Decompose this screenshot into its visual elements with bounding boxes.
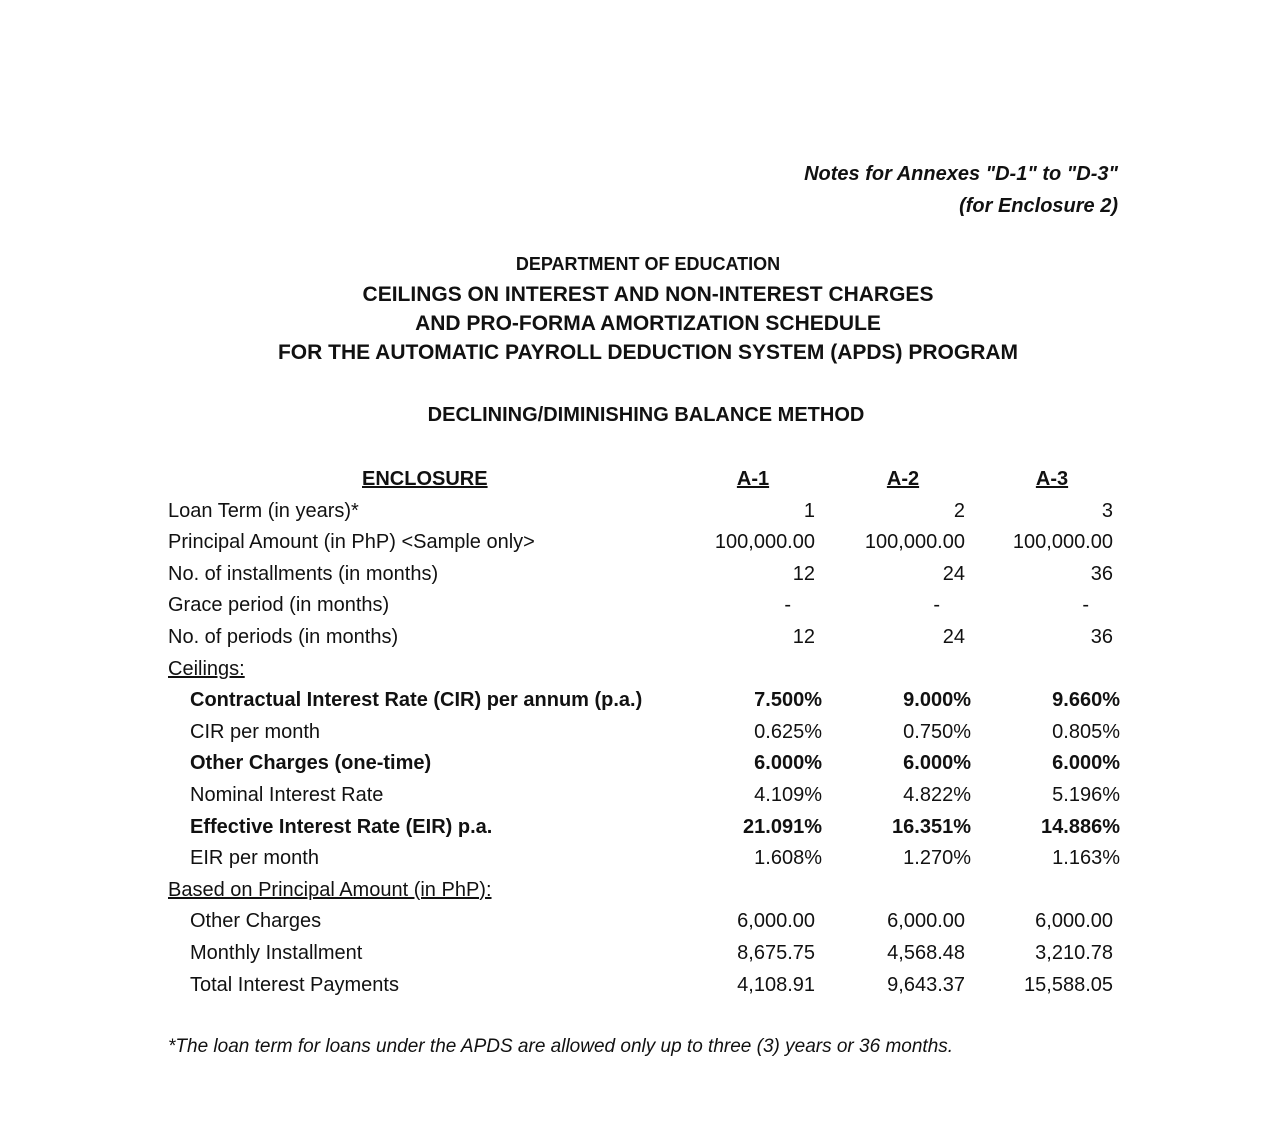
- department-heading: DEPARTMENT OF EDUCATION: [515, 254, 781, 274]
- schedule-table: [0, 464, 1264, 1001]
- row-label: Principal Amount (in PhP) <Sample only>: [168, 531, 535, 554]
- row-value-a3: 3: [1101, 499, 1113, 522]
- row-value-a1: 4.109%: [754, 783, 822, 806]
- annex-notes-line1: Notes for Annexes "D-1" to "D-3": [804, 163, 1118, 185]
- row-value-a2: 24: [942, 562, 965, 585]
- annex-notes: [804, 158, 1118, 222]
- title-line-3: FOR THE AUTOMATIC PAYROLL DEDUCTION SYSTEM (APDS) PROGRAM: [277, 341, 1019, 364]
- row-label: No. of periods (in months): [168, 625, 399, 648]
- title-line-2: AND PRO-FORMA AMORTIZATION SCHEDULE: [415, 312, 881, 335]
- header-a3: A-3: [1035, 468, 1069, 490]
- table-row-principal: [0, 527, 1264, 559]
- method-heading: DECLINING/DIMINISHING BALANCE METHOD: [427, 404, 865, 426]
- row-label: Nominal Interest Rate: [190, 783, 384, 806]
- row-value-a1: 4,108.91: [737, 973, 815, 996]
- row-value-a2: 2: [953, 499, 965, 522]
- row-value-a1: 12: [792, 562, 815, 585]
- row-value-a2: 16.351%: [892, 815, 971, 838]
- row-label: Effective Interest Rate (EIR) p.a.: [190, 815, 493, 838]
- header-a2: A-2: [886, 468, 920, 490]
- row-label: EIR per month: [190, 847, 319, 870]
- row-value-a1: 1: [803, 499, 815, 522]
- row-value-a2: 9,643.37: [887, 973, 965, 996]
- row-value-a2: 6,000.00: [887, 910, 965, 933]
- row-value-a1: 1.608%: [754, 847, 822, 870]
- row-label: Grace period (in months): [168, 594, 390, 617]
- section-label: Ceilings:: [168, 657, 245, 680]
- row-label: Contractual Interest Rate (CIR) per annum (p.a.): [190, 689, 643, 712]
- header-a1: A-1: [736, 468, 770, 490]
- annex-notes-line2: (for Enclosure 2): [959, 195, 1118, 217]
- row-value-a2: -: [933, 594, 940, 617]
- table-row-eir-month: [0, 843, 1264, 875]
- table-row-loan-term: [0, 496, 1264, 528]
- table-row-periods: [0, 622, 1264, 654]
- row-label: Other Charges (one-time): [190, 752, 432, 775]
- row-value-a2: 4,568.48: [887, 941, 965, 964]
- table-header-row: [0, 464, 1264, 496]
- row-value-a2: 9.000%: [903, 689, 971, 712]
- row-label: Other Charges: [190, 910, 322, 933]
- row-value-a3: 14.886%: [1041, 815, 1120, 838]
- row-value-a2: 24: [942, 625, 965, 648]
- table-row-other-charges-rate: [0, 748, 1264, 780]
- row-value-a1: 21.091%: [743, 815, 822, 838]
- loan-term-footnote: *The loan term for loans under the APDS are allowed only up to three (3) years or 36 months.: [168, 1036, 954, 1057]
- table-row-other-charges-amount: [0, 906, 1264, 938]
- row-value-a3: 15,588.05: [1024, 973, 1113, 996]
- row-value-a3: 6.000%: [1052, 752, 1120, 775]
- row-value-a3: 36: [1090, 625, 1113, 648]
- row-value-a2: 6.000%: [903, 752, 971, 775]
- row-value-a1: 7.500%: [754, 689, 822, 712]
- row-label: No. of installments (in months): [168, 562, 439, 585]
- row-value-a1: 100,000.00: [714, 531, 815, 554]
- header-enclosure: ENCLOSURE: [362, 468, 488, 490]
- row-label: Monthly Installment: [190, 941, 363, 964]
- row-value-a1: -: [784, 594, 791, 617]
- section-label: Based on Principal Amount (in PhP):: [168, 878, 492, 901]
- row-label: Loan Term (in years)*: [168, 499, 359, 522]
- row-value-a2: 4.822%: [903, 783, 971, 806]
- table-row-monthly-installment: [0, 938, 1264, 970]
- table-row-total-interest: [0, 970, 1264, 1002]
- row-value-a1: 6.000%: [754, 752, 822, 775]
- table-row-installments: [0, 559, 1264, 591]
- row-value-a2: 100,000.00: [864, 531, 965, 554]
- row-value-a3: 1.163%: [1052, 847, 1120, 870]
- table-row-cir-pa: [0, 685, 1264, 717]
- row-label: Total Interest Payments: [190, 973, 399, 996]
- row-value-a2: 1.270%: [903, 847, 971, 870]
- table-section-ceilings: [0, 654, 1264, 686]
- row-value-a3: 9.660%: [1052, 689, 1120, 712]
- row-value-a1: 6,000.00: [737, 910, 815, 933]
- row-value-a1: 8,675.75: [737, 941, 815, 964]
- row-value-a3: 100,000.00: [1012, 531, 1113, 554]
- row-value-a1: 12: [792, 625, 815, 648]
- row-value-a3: 0.805%: [1052, 720, 1120, 743]
- table-section-principal-based: [0, 875, 1264, 907]
- title-line-1: CEILINGS ON INTEREST AND NON-INTEREST CHARGES: [362, 283, 934, 306]
- row-value-a3: -: [1082, 594, 1089, 617]
- table-row-nominal-rate: [0, 780, 1264, 812]
- row-value-a1: 0.625%: [754, 720, 822, 743]
- row-value-a3: 6,000.00: [1035, 910, 1113, 933]
- table-row-grace-period: [0, 590, 1264, 622]
- table-row-cir-month: [0, 717, 1264, 749]
- row-value-a2: 0.750%: [903, 720, 971, 743]
- row-value-a3: 36: [1090, 562, 1113, 585]
- row-value-a3: 5.196%: [1052, 783, 1120, 806]
- table-row-eir-pa: [0, 812, 1264, 844]
- row-label: CIR per month: [190, 720, 321, 743]
- row-value-a3: 3,210.78: [1035, 941, 1113, 964]
